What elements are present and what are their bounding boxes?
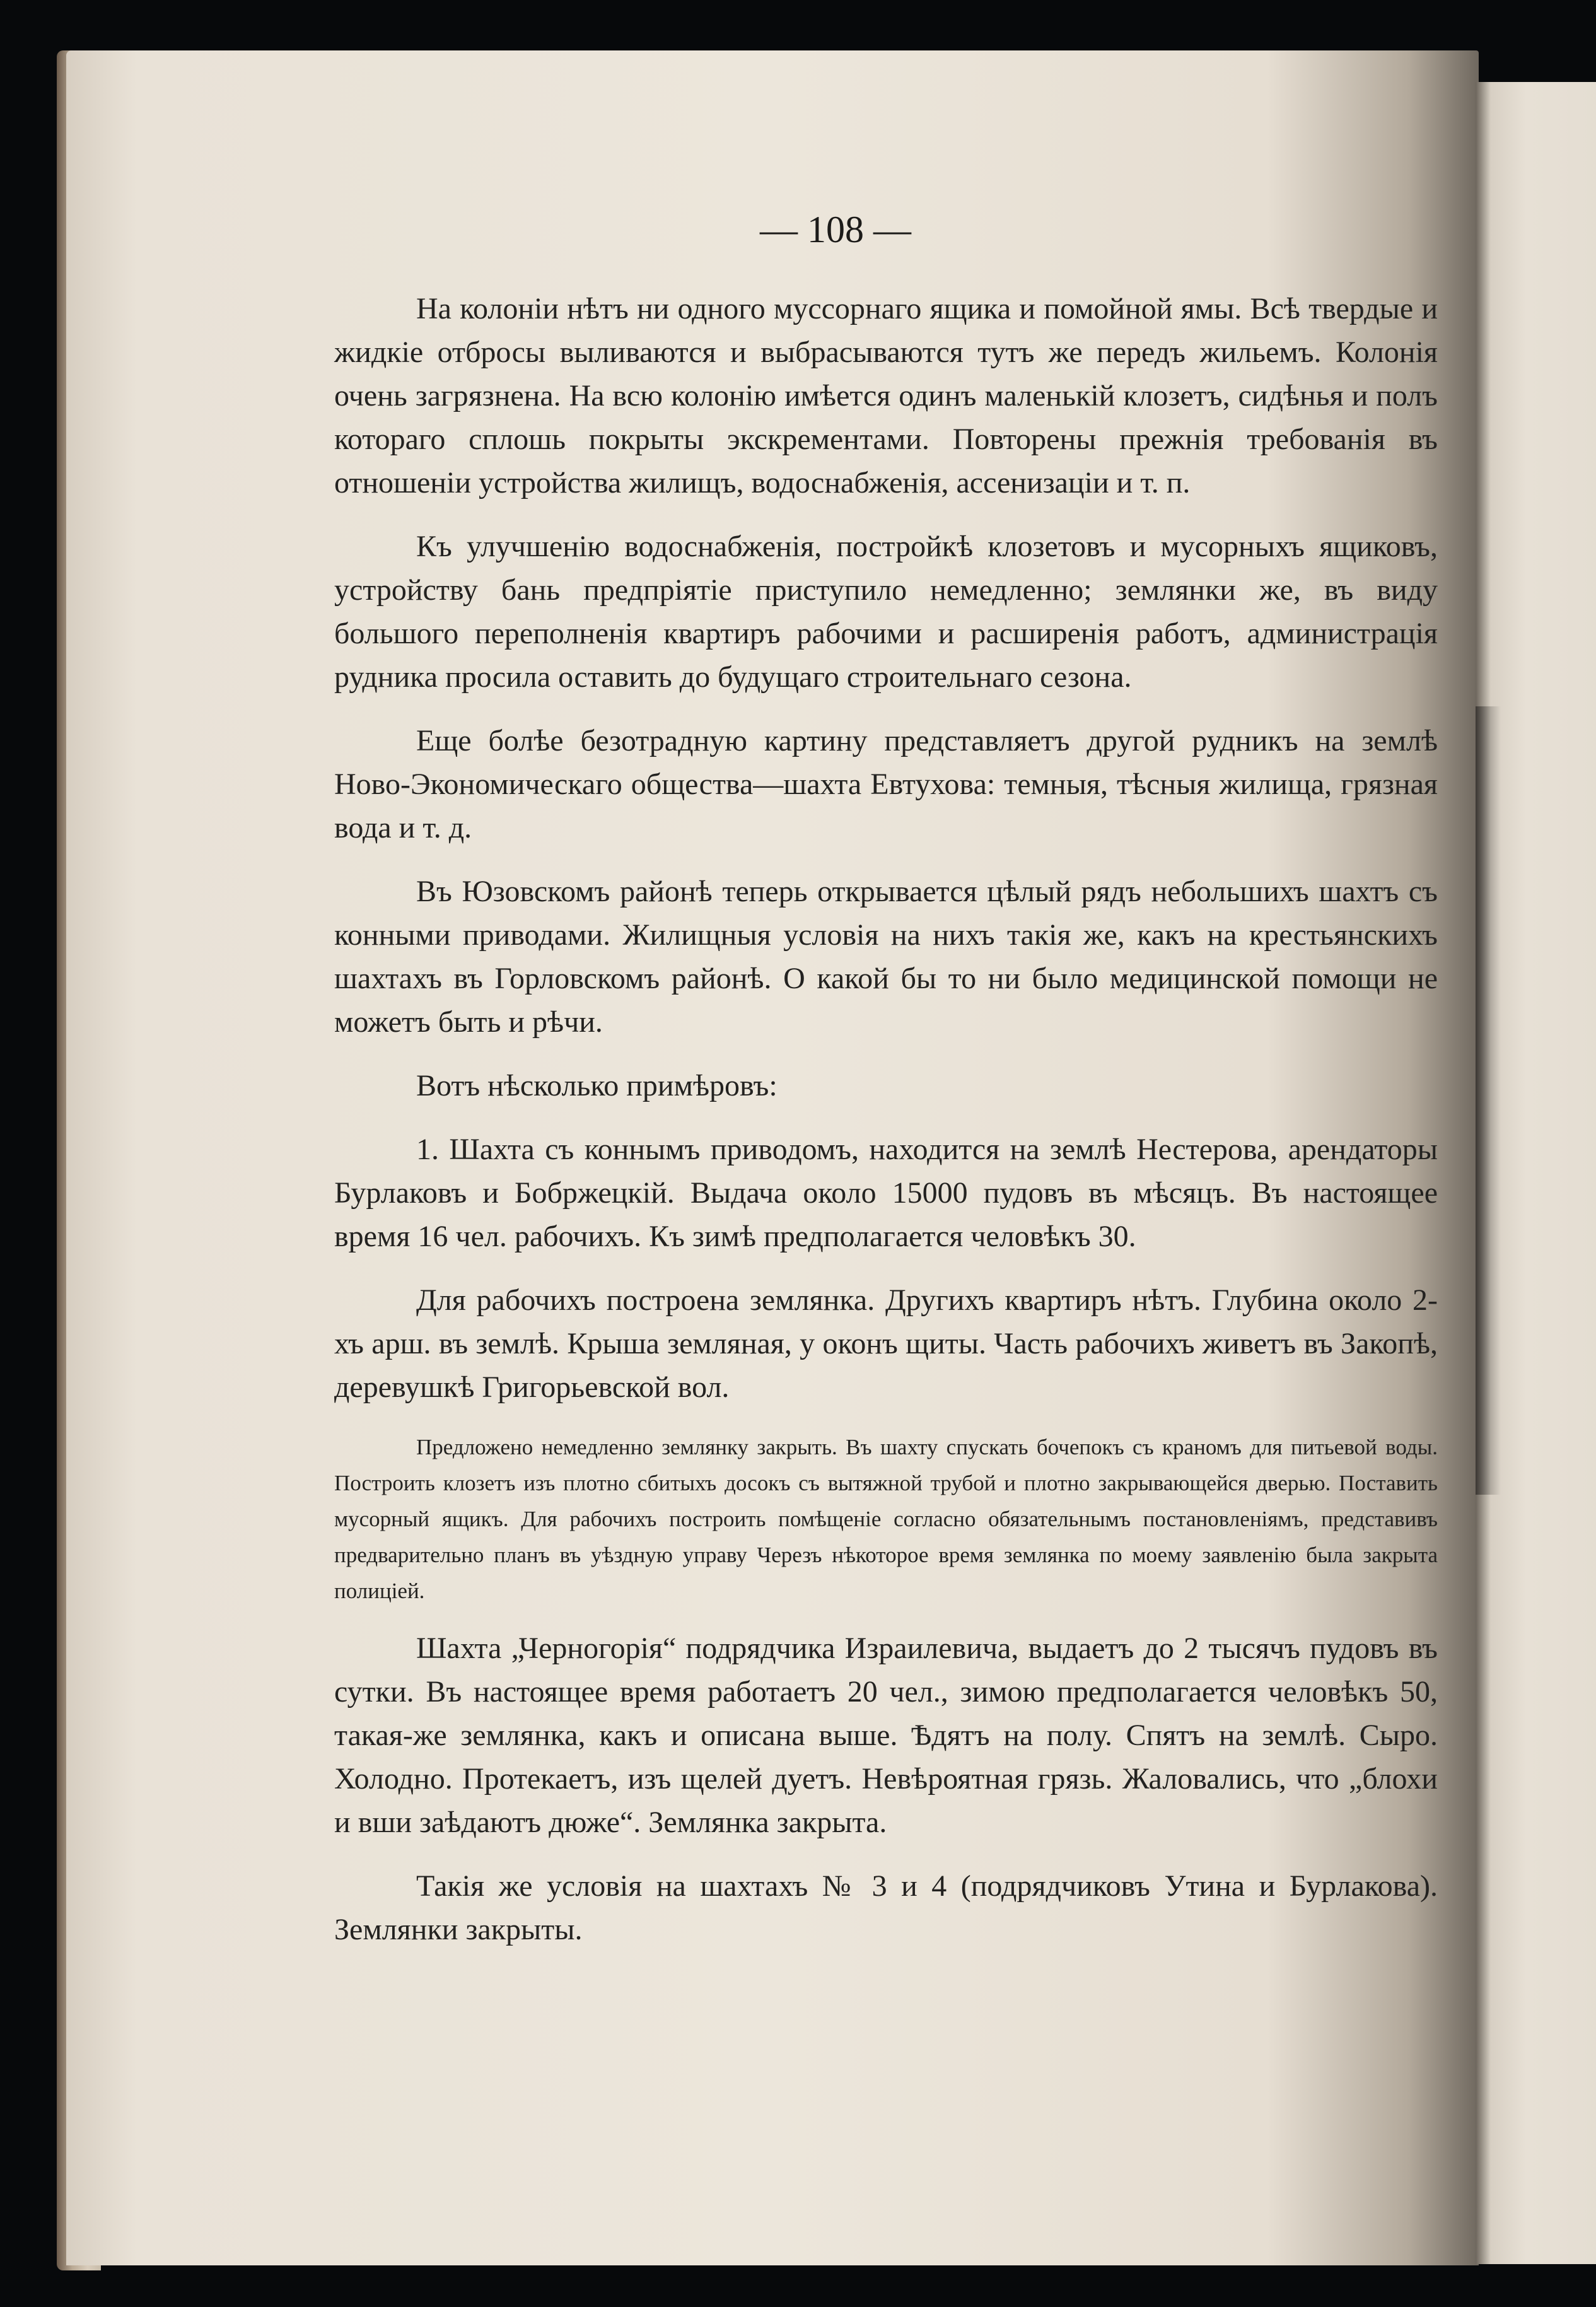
paragraph-improvements: Къ улучшенію водоснабженія, постройкѣ клозетовъ и мусорныхъ ящиковъ, устройству бань предпріятіе приступило немедленно; землянки же, въ виду большого переполненія квартиръ рабочими и расширенія работъ, администрація рудника просила оставить до будущаго строительнаго сезона. — [334, 530, 1438, 694]
paragraph-mine-1: 1. Шахта съ коннымъ приводомъ, находится на землѣ Нестерова, арендаторы Бурлаковъ и Бобржецкій. Выдача около 15000 пудовъ въ мѣсяцъ. Въ настоящее время 16 чел. рабочихъ. Къ зимѣ предполагается человѣкъ 30. — [334, 1133, 1438, 1253]
paragraph-evtukhov-mine: Еще болѣе безотрадную картину представляетъ другой рудникъ на землѣ Ново-Экономическаго общества—шахта Евтухова: темныя, тѣсныя жилища, грязная вода и т. д. — [334, 724, 1438, 844]
paragraph-mines-3-4: Такія же условія на шахтахъ № 3 и 4 (подрядчиковъ Утина и Бурлакова). Землянки закрыты. — [334, 1869, 1438, 1946]
gutter-shadow — [1476, 706, 1501, 1495]
paragraph-yuzovsky-district: Въ Юзовскомъ районѣ теперь открывается цѣлый рядъ небольшихъ шахтъ съ конными приводами. Жилищныя условія на нихъ такія же, какъ на крестьянскихъ шахтахъ въ Горловскомъ районѣ. О какой бы то ни было медицинской помощи не можетъ быть и рѣчи. — [334, 875, 1438, 1039]
small-print-note: Предложено немедленно землянку закрыть. Въ шахту спускать бочепокъ съ краномъ для питьевой воды. Построить клозетъ изъ плотно сбитыхъ досокъ съ вытяжной трубой и плотно закрывающейся дверью. Поставить мусорный ящикъ. Для рабочихъ построить помѣщеніе согласно обязательнымъ постановленіямъ, представивъ предварительно планъ въ уѣздную управу Черезъ нѣкоторое время землянка по моему заявленію была закрыта полиціей. — [334, 1435, 1438, 1603]
paragraph-chernogoria: Шахта „Черногорія“ подрядчика Израилевича, выдаетъ до 2 тысячъ пудовъ въ сутки. Въ настоящее время работаетъ 20 чел., зимою предполагается человѣкъ 50, такая-же землянка, какъ и описана выше. Ѣдятъ на полу. Спятъ на землѣ. Сыро. Холодно. Протекаетъ, изъ щелей дуетъ. Невѣроятная грязь. Жаловались, что „блохи и вши заѣдаютъ дюже“. Землянка закрыта. — [334, 1632, 1438, 1839]
page-number: — 108 — — [760, 209, 911, 250]
paragraph-examples-intro: Вотъ нѣсколько примѣровъ: — [416, 1069, 778, 1102]
page-body — [334, 287, 1438, 1971]
paragraph-colony: На колоніи нѣтъ ни одного муссорнаго ящика и помойной ямы. Всѣ твердые и жидкіе отбросы выливаются и выбрасываются тутъ же передъ жильемъ. Колонія очень загрязнена. На всю колонію имѣется одинъ маленькій клозетъ, сидѣнья и полъ котораго сплошь покрыты экскрементами. Повторены прежнія требованія въ отношеніи устройства жилищъ, водоснабженія, ассенизаціи и т. п. — [334, 292, 1438, 499]
paragraph-dugout: Для рабочихъ построена землянка. Другихъ квартиръ нѣтъ. Глубина около 2-хъ арш. въ землѣ. Крыша земляная, у оконъ щиты. Часть рабочихъ живетъ въ Закопѣ, деревушкѣ Григорьевской вол. — [334, 1283, 1438, 1404]
